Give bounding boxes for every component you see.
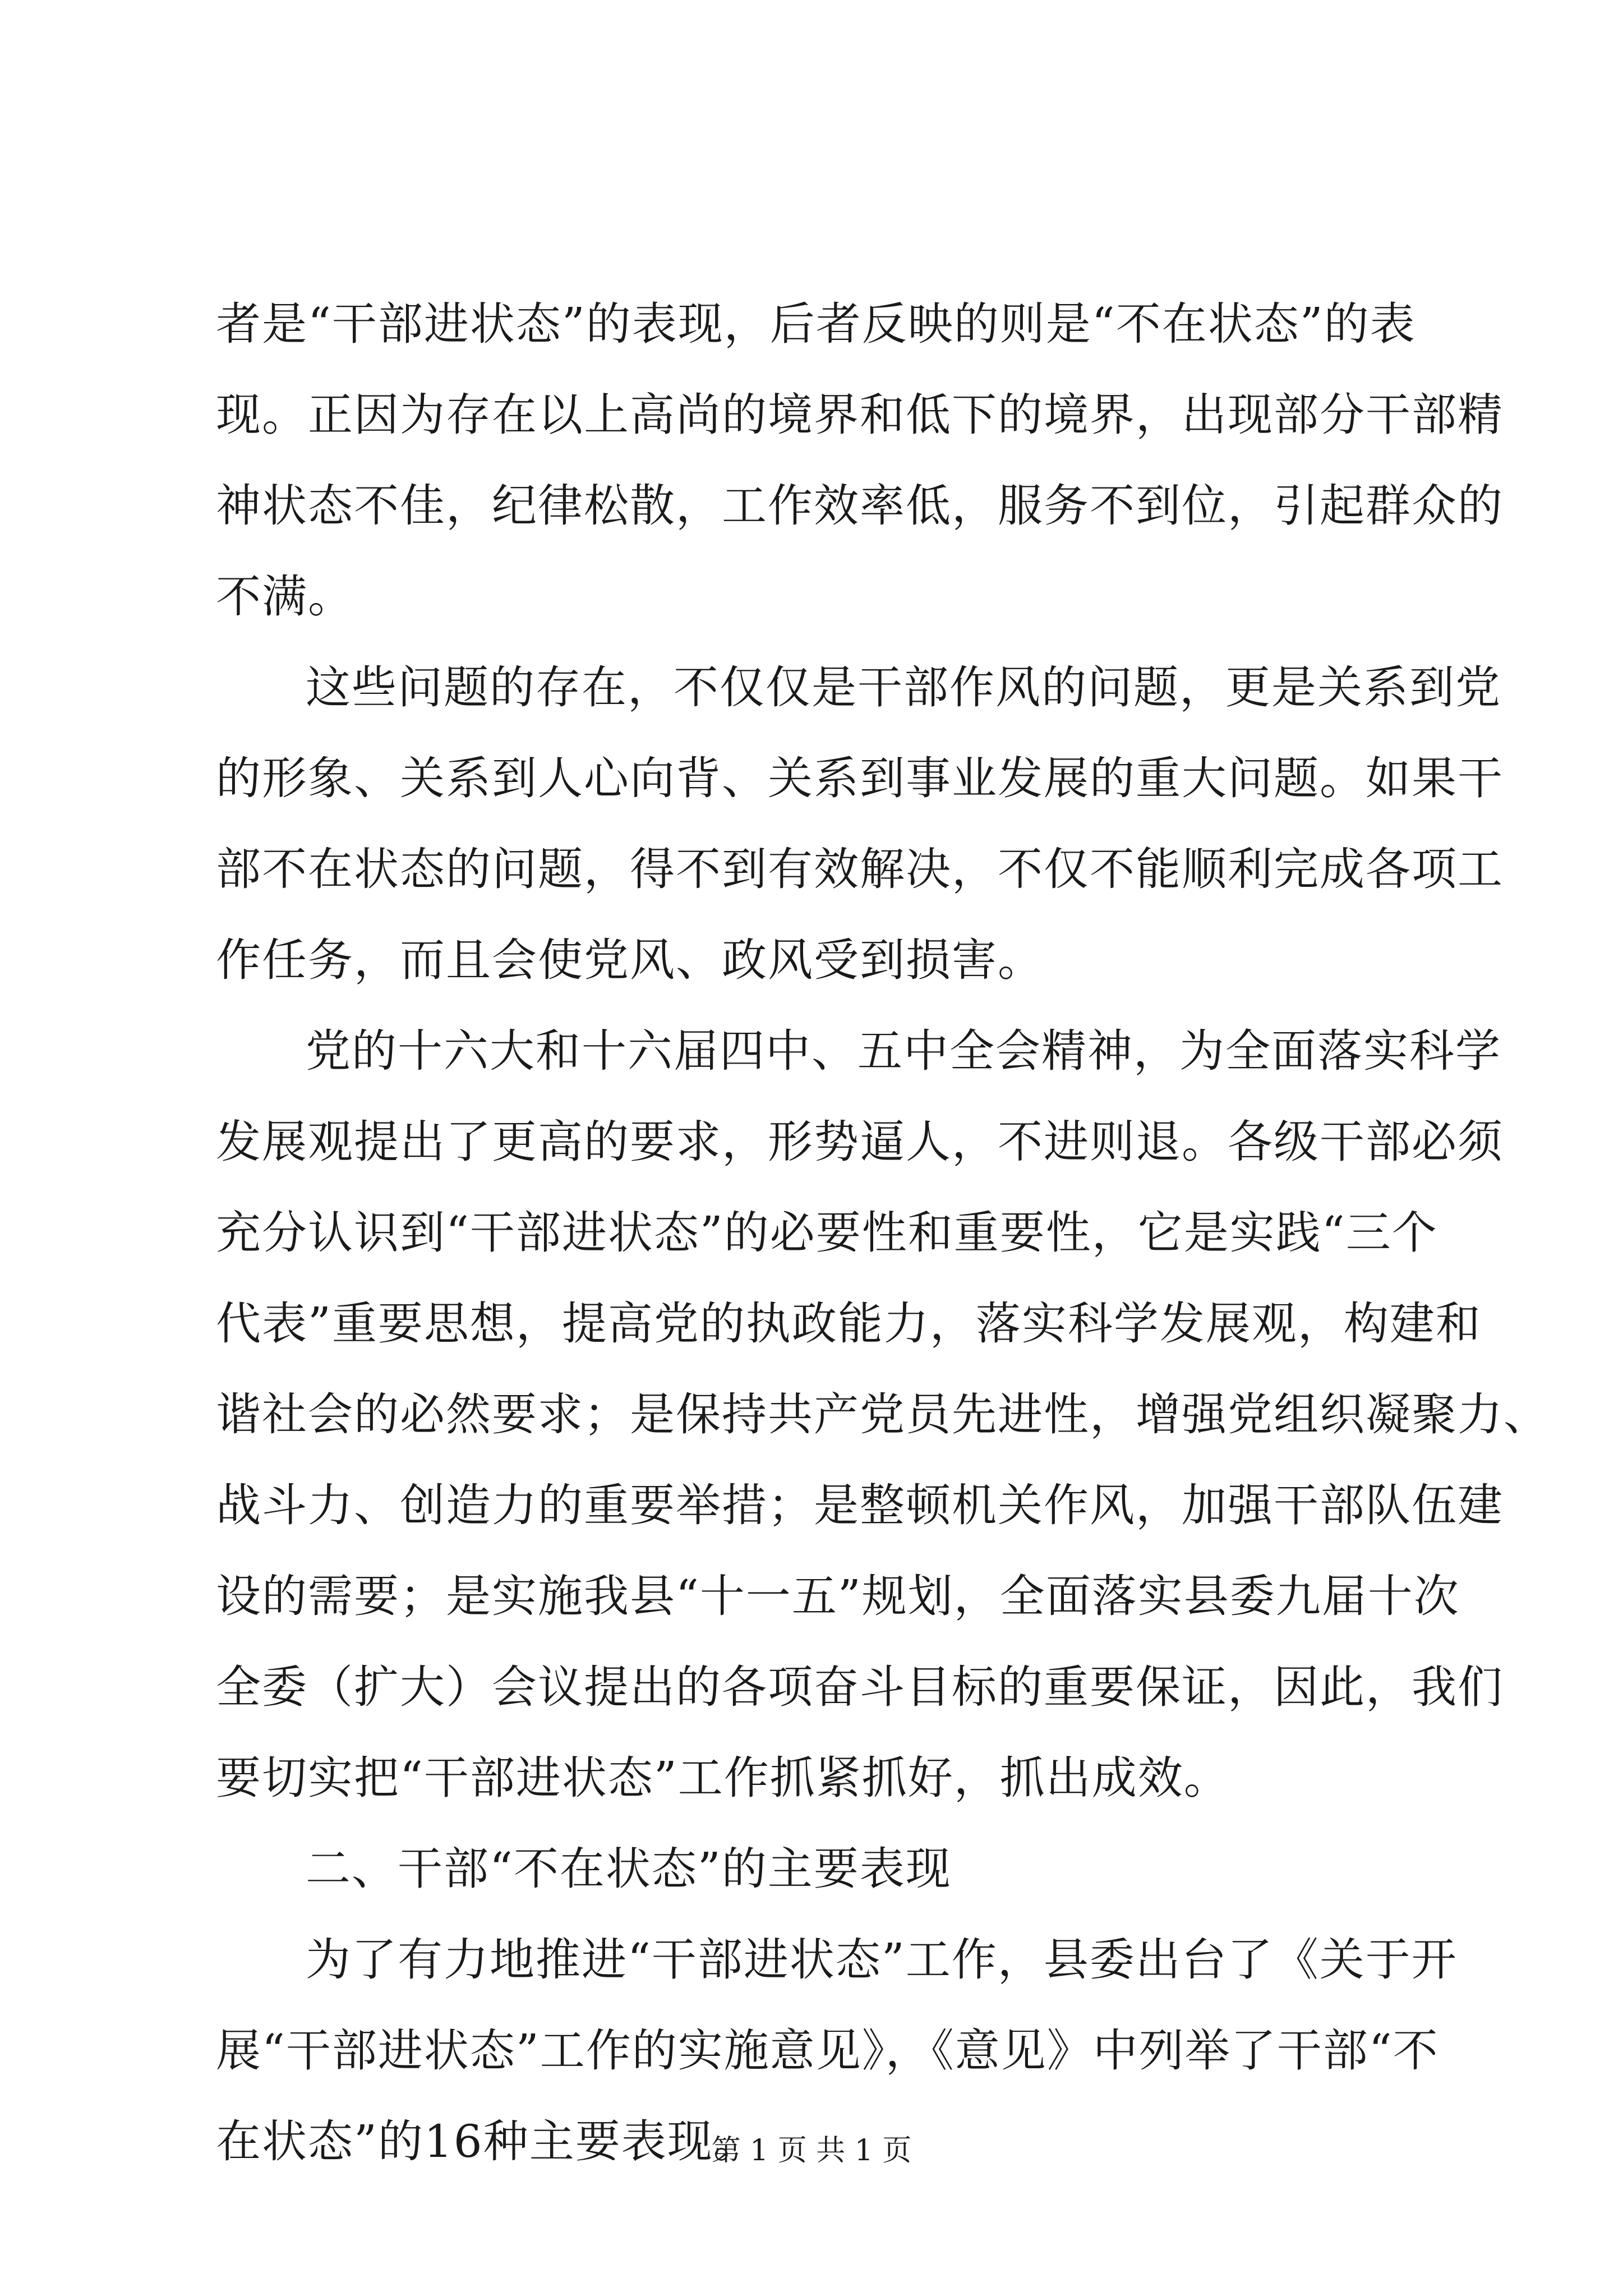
text-line: 现。正因为存在以上高尚的境界和低下的境界，出现部分干部精: [216, 389, 1504, 441]
text-line: 全委（扩大）会议提出的各项奋斗目标的重要保证，因此，我们: [216, 1661, 1504, 1713]
text-line: 为了有力地推进“干部进状态”工作，县委出台了《关于开: [306, 1934, 1458, 1986]
text-line: 不满。: [216, 570, 354, 623]
text-line: 充分认识到“干部进状态”的必要性和重要性，它是实践“三个: [216, 1207, 1438, 1259]
text-line: 这些问题的存在，不仅仅是干部作风的问题，更是关系到党: [306, 661, 1501, 714]
text-line: 设的需要；是实施我县“十一五”规划，全面落实县委九届十次: [216, 1570, 1460, 1622]
text-line: 发展观提出了更高的要求，形势逼人，不进则退。各级干部必须: [216, 1116, 1504, 1168]
text-line: 在状态”的16种主要表现。: [216, 2115, 759, 2168]
text-line: 展“干部进状态”工作的实施意见》，《意见》中列举了干部“不: [216, 2024, 1439, 2077]
page-footer: [0, 2133, 1623, 2169]
text-line: 部不在状态的问题，得不到有效解决，不仅不能顺利完成各项工: [216, 843, 1504, 895]
text-line: 作任务，而且会使党风、政风受到损害。: [216, 934, 1044, 986]
text-line: 党的十六大和十六届四中、五中全会精神，为全面落实科学: [306, 1025, 1501, 1077]
section-heading: 二、干部“不在状态”的主要表现: [306, 1843, 952, 1895]
text-line: 代表”重要思想，提高党的执政能力，落实科学发展观，构建和: [216, 1297, 1482, 1350]
text-line: 要切实把“干部进状态”工作抓紧抓好，抓出成效。: [216, 1752, 1230, 1804]
text-line: 的形象、关系到人心向背、关系到事业发展的重大问题。如果干: [216, 752, 1504, 804]
text-line: 战斗力、创造力的重要举措；是整顿机关作风，加强干部队伍建: [216, 1479, 1504, 1531]
text-line: 者是“干部进状态”的表现，后者反映的则是“不在状态”的表: [216, 298, 1416, 350]
page-number-label: 第 1 页 共 1 页: [711, 2134, 912, 2168]
text-line: 神状态不佳，纪律松散，工作效率低，服务不到位，引起群众的: [216, 480, 1504, 532]
text-line: 谐社会的必然要求；是保持共产党员先进性，增强党组织凝聚力、: [216, 1388, 1550, 1441]
